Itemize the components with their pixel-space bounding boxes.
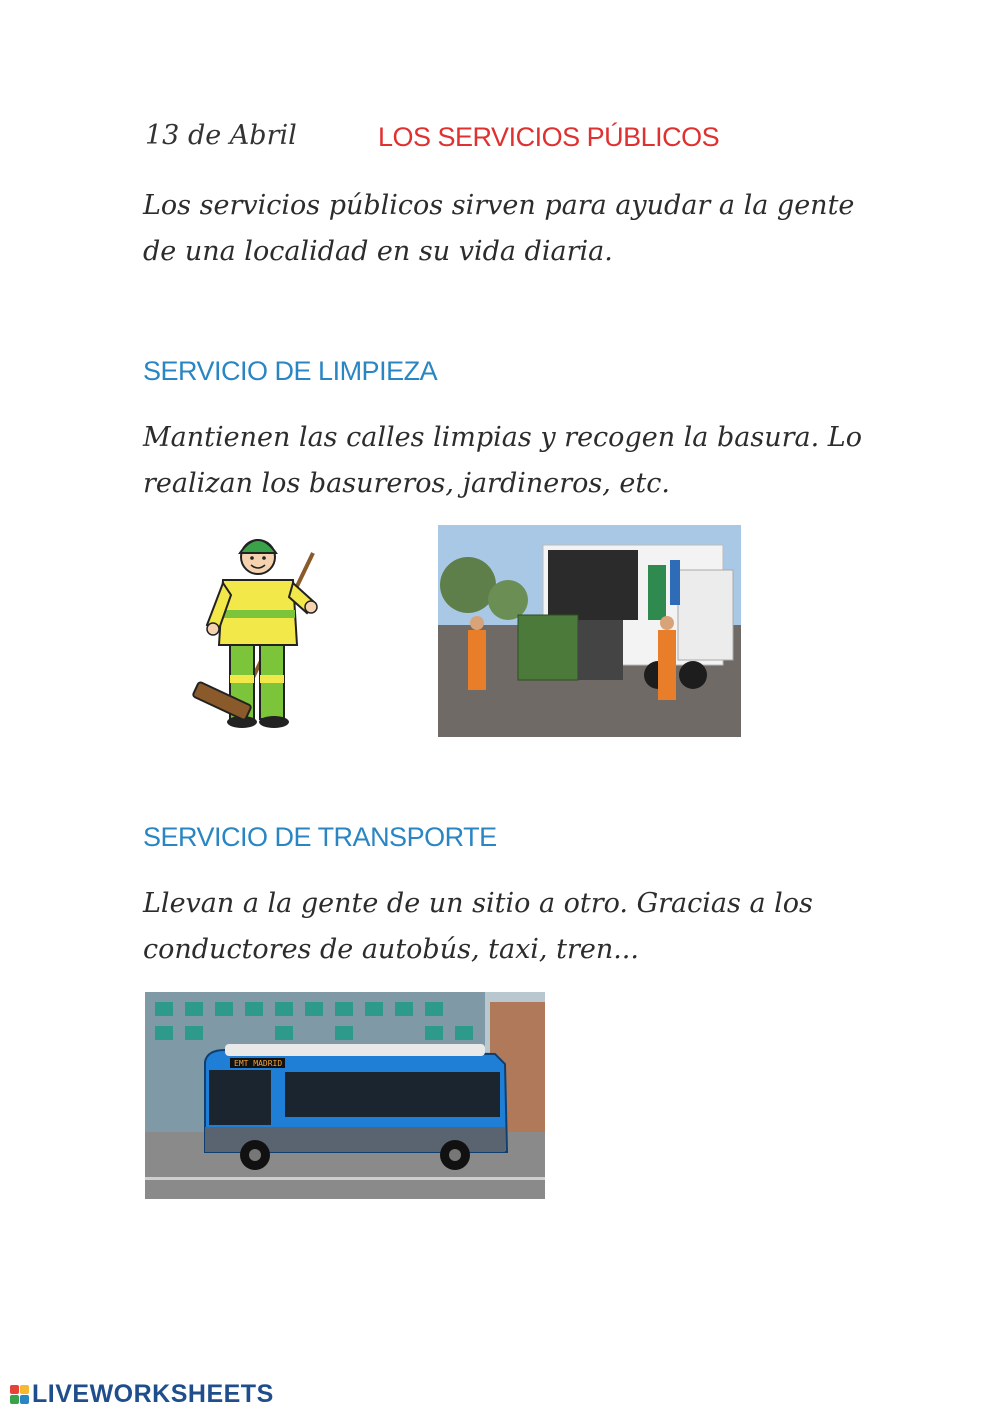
footer-brand[interactable] <box>10 1380 274 1409</box>
street-sweeper-icon <box>185 525 335 735</box>
city-bus-icon <box>145 992 545 1199</box>
date-label: 13 de Abril <box>145 120 297 151</box>
intro-line: Los servicios públicos sirven para ayudar a la gente <box>143 190 855 221</box>
transport-line: Llevan a la gente de un sitio a otro. Gracias a los <box>143 888 813 919</box>
intro-paragraph <box>143 183 863 275</box>
intro-line: de una localidad en su vida diaria. <box>143 236 613 267</box>
cleaning-line: Mantienen las calles limpias y recogen la basura. Lo <box>143 422 862 453</box>
bus-destination-sign: EMT MADRID <box>234 1059 283 1068</box>
cleaning-line: realizan los basureros, jardineros, etc. <box>143 468 670 499</box>
transport-line: conductores de autobús, taxi, tren... <box>143 934 639 965</box>
section-heading-transport: SERVICIO DE TRANSPORTE <box>143 822 497 852</box>
garbage-truck-icon <box>438 525 741 737</box>
section-heading-cleaning: SERVICIO DE LIMPIEZA <box>143 356 438 386</box>
liveworksheets-logo-icon <box>10 1385 29 1404</box>
cleaning-paragraph <box>143 415 863 507</box>
page-title: LOS SERVICIOS PÚBLICOS <box>378 122 720 152</box>
street-sweeper-image <box>185 525 335 735</box>
transport-paragraph <box>143 881 863 973</box>
garbage-truck-image <box>438 525 741 737</box>
city-bus-image <box>145 992 545 1199</box>
footer-brand-text: LIVEWORKSHEETS <box>32 1380 274 1408</box>
